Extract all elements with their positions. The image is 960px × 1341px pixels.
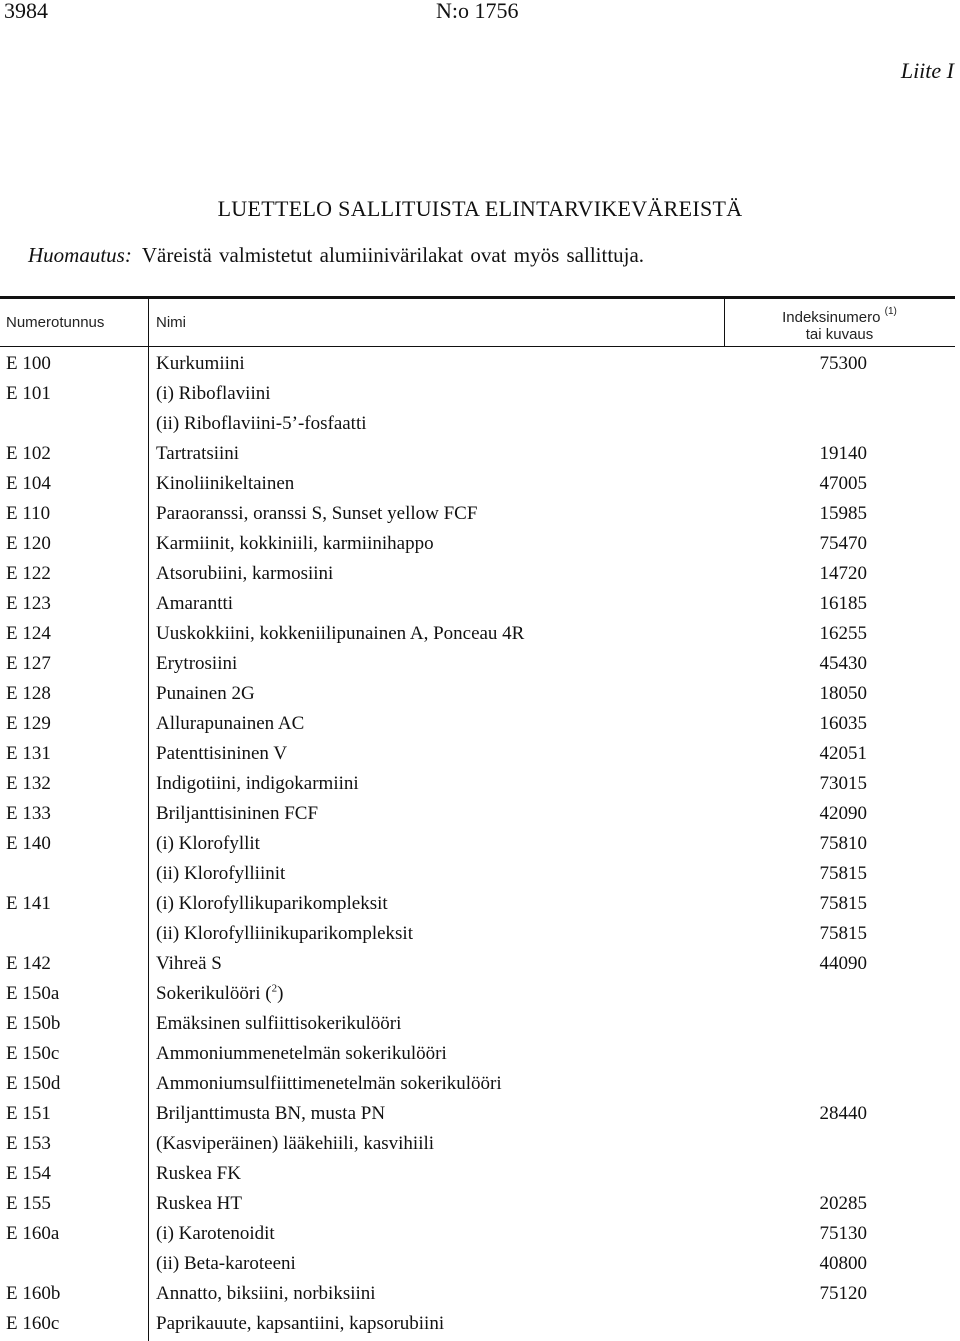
row-code: E 128 [6, 683, 51, 704]
table-body [0, 349, 955, 1339]
column-header-name: Nimi [156, 314, 186, 331]
row-name-text: (i) Riboflaviini [156, 383, 271, 404]
row-name [156, 619, 524, 649]
row-code: E 100 [6, 353, 51, 374]
row-code: E 155 [6, 1193, 51, 1214]
table-row [0, 949, 955, 979]
row-code: E 150d [6, 1073, 61, 1094]
row-name-text: Briljanttimusta BN, musta PN [156, 1103, 386, 1124]
row-name-text: Paraoranssi, oranssi S, Sunset yellow FCF [156, 503, 478, 524]
row-name [156, 559, 333, 589]
table-row [0, 799, 955, 829]
row-name [156, 1279, 376, 1309]
note [28, 243, 644, 268]
table-row [0, 349, 955, 379]
row-name-text: Ammoniummenetelmän sokerikulööri [156, 1043, 447, 1064]
table-row [0, 1039, 955, 1069]
row-name-text: Ruskea FK [156, 1163, 241, 1184]
row-name-text: Erytrosiini [156, 653, 238, 674]
row-footnote: 2 [271, 982, 278, 995]
row-index-number: 75300 [819, 353, 867, 374]
row-name-text: Atsorubiini, karmosiini [156, 563, 334, 584]
row-name-text: Tartratsiini [156, 443, 240, 464]
row-name-text: Annatto, biksiini, norbiksiini [156, 1283, 376, 1304]
table-row [0, 919, 955, 949]
row-name [156, 469, 294, 499]
row-name [156, 769, 359, 799]
row-name-text: Amarantti [156, 593, 234, 614]
row-index-number: 18050 [819, 683, 867, 704]
table-row [0, 439, 955, 469]
row-name [156, 709, 304, 739]
row-code: E 140 [6, 833, 51, 854]
row-code: E 160a [6, 1223, 60, 1244]
row-name [156, 1099, 385, 1129]
table-row [0, 529, 955, 559]
row-name-text: (i) Karotenoidit [156, 1223, 275, 1244]
row-index-number: 47005 [819, 473, 867, 494]
row-code: E 127 [6, 653, 51, 674]
row-name-text: (ii) Riboflaviini-5’-fosfaatti [156, 413, 367, 434]
row-name-text: Ammoniumsulfiittimenetelmän sokerikulööri [156, 1073, 502, 1094]
row-index-number: 42051 [819, 743, 867, 764]
row-name-text: (Kasviperäinen) lääkehiili, kasvihiili [156, 1133, 435, 1154]
row-index-number: 75120 [819, 1283, 867, 1304]
row-index-number: 16185 [819, 593, 867, 614]
row-code: E 104 [6, 473, 51, 494]
table-row [0, 409, 955, 439]
table-row [0, 859, 955, 889]
note-label: Huomautus: [28, 243, 132, 267]
row-index-number: 75130 [819, 1223, 867, 1244]
row-index-number: 40800 [819, 1253, 867, 1274]
row-code: E 122 [6, 563, 51, 584]
row-index-number: 75810 [819, 833, 867, 854]
row-name-text: (i) Klorofyllikuparikompleksit [156, 893, 388, 914]
row-name [156, 349, 245, 379]
row-name [156, 409, 367, 439]
table-row [0, 499, 955, 529]
row-name-text: Allurapunainen AC [156, 713, 305, 734]
row-index-number: 73015 [819, 773, 867, 794]
row-index-number: 75815 [819, 923, 867, 944]
document-title: LUETTELO SALLITUISTA ELINTARVIKEVÄREISTÄ [217, 196, 743, 221]
row-code: E 102 [6, 443, 51, 464]
row-name [156, 739, 287, 769]
row-code: E 160b [6, 1283, 61, 1304]
row-code: E 124 [6, 623, 51, 644]
row-name [156, 379, 271, 409]
row-name-text: Ruskea HT [156, 1193, 243, 1214]
row-index-number: 28440 [819, 1103, 867, 1124]
row-name [156, 1039, 447, 1069]
row-name [156, 1069, 502, 1099]
table-row [0, 1159, 955, 1189]
row-name [156, 439, 239, 469]
row-name [156, 889, 388, 919]
row-code: E 132 [6, 773, 51, 794]
row-name-text: (ii) Klorofylliinikuparikompleksit [156, 923, 413, 944]
table-row [0, 1069, 955, 1099]
table-row [0, 979, 955, 1009]
row-index-number: 15985 [819, 503, 867, 524]
row-name [156, 1249, 296, 1279]
row-code: E 160c [6, 1313, 60, 1334]
row-name [156, 829, 260, 859]
table-row [0, 829, 955, 859]
row-name-text: Uuskokkiini, kokkeniilipunainen A, Ponceau 4R [156, 623, 525, 644]
row-code: E 151 [6, 1103, 51, 1124]
row-name-text: Sokerikulööri ( [156, 983, 272, 1004]
table-row [0, 1249, 955, 1279]
page-number: 3984 [4, 0, 48, 23]
table-row [0, 889, 955, 919]
table-row [0, 379, 955, 409]
table-row [0, 1189, 955, 1219]
row-index-number: 20285 [819, 1193, 867, 1214]
row-name [156, 1129, 434, 1159]
row-name [156, 649, 237, 679]
row-name-text: Indigotiini, indigokarmiini [156, 773, 359, 794]
column-header-index [724, 305, 955, 343]
table-row [0, 1219, 955, 1249]
row-code: E 150c [6, 1043, 60, 1064]
row-index-number: 16255 [819, 623, 867, 644]
row-code: E 154 [6, 1163, 51, 1184]
row-index-number: 42090 [819, 803, 867, 824]
row-name-text: Kinoliinikeltainen [156, 473, 295, 494]
row-name-text: Briljanttisininen FCF [156, 803, 319, 824]
note-text: Väreistä valmistetut alumiinivärilakat ovat myös sallittuja. [141, 243, 645, 267]
table-row [0, 589, 955, 619]
row-code: E 141 [6, 893, 51, 914]
row-code: E 133 [6, 803, 51, 824]
row-name [156, 679, 255, 709]
row-name [156, 859, 285, 889]
document-number: N:o 1756 [436, 0, 519, 23]
row-code: E 110 [6, 503, 51, 524]
row-index-number: 19140 [819, 443, 867, 464]
row-code: E 129 [6, 713, 51, 734]
row-name [156, 799, 318, 829]
row-name-text: (i) Klorofyllit [156, 833, 260, 854]
row-name [156, 979, 283, 1009]
row-index-number: 75815 [819, 893, 867, 914]
row-name [156, 1009, 401, 1039]
column-header-index-line1: Indeksinumero [782, 309, 881, 326]
row-name [156, 1309, 444, 1339]
table-row [0, 739, 955, 769]
row-index-number: 44090 [819, 953, 867, 974]
row-index-number: 45430 [819, 653, 867, 674]
row-index-number: 16035 [819, 713, 867, 734]
table-row [0, 649, 955, 679]
row-index-number: 14720 [819, 563, 867, 584]
table-row [0, 769, 955, 799]
row-name [156, 949, 222, 979]
row-code: E 142 [6, 953, 51, 974]
row-index-number: 75470 [819, 533, 867, 554]
table-row [0, 469, 955, 499]
row-code: E 150a [6, 983, 60, 1004]
row-name-text: (ii) Beta-karoteeni [156, 1253, 296, 1274]
table-row [0, 559, 955, 589]
row-name-text: Kurkumiini [156, 353, 245, 374]
table-row [0, 679, 955, 709]
row-name [156, 589, 233, 619]
table-row [0, 1279, 955, 1309]
row-index-number: 75815 [819, 863, 867, 884]
row-name [156, 919, 413, 949]
row-code: E 101 [6, 383, 51, 404]
row-code: E 153 [6, 1133, 51, 1154]
table-row [0, 619, 955, 649]
row-code: E 120 [6, 533, 51, 554]
row-name-text: Punainen 2G [156, 683, 255, 704]
row-code: E 131 [6, 743, 51, 764]
table-row [0, 1009, 955, 1039]
annex-label: Liite I [900, 58, 954, 83]
row-name [156, 1159, 241, 1189]
row-name [156, 1189, 242, 1219]
row-name-text: (ii) Klorofylliinit [156, 863, 286, 884]
row-name-text: Paprikauute, kapsantiini, kapsorubiini [156, 1313, 445, 1334]
row-name-text: Vihreä S [156, 953, 222, 974]
row-name [156, 529, 434, 559]
row-code: E 123 [6, 593, 51, 614]
row-name-text: Patenttisininen V [156, 743, 288, 764]
row-name [156, 1219, 275, 1249]
column-header-index-footnote: (1) [884, 306, 897, 317]
column-header-code: Numerotunnus [6, 314, 105, 331]
row-name [156, 499, 477, 529]
table-row [0, 709, 955, 739]
table-row [0, 1129, 955, 1159]
table-top-rule [0, 296, 955, 299]
row-name-suffix: ) [277, 983, 284, 1004]
row-name-text: Karmiinit, kokkiniili, karmiinihappo [156, 533, 434, 554]
row-code: E 150b [6, 1013, 61, 1034]
row-name-text: Emäksinen sulfiittisokerikulööri [156, 1013, 402, 1034]
column-header-index-line2: tai kuvaus [805, 326, 874, 343]
table-row [0, 1099, 955, 1129]
table-row [0, 1309, 955, 1339]
table-header-rule [0, 346, 955, 347]
